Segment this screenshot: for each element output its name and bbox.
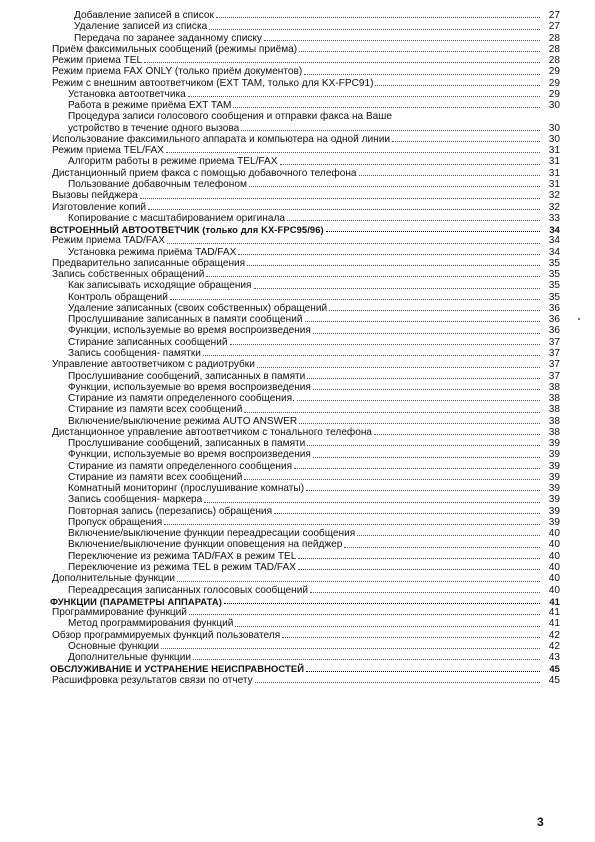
toc-entry[interactable]: [50, 404, 560, 415]
dot-leader: [144, 62, 540, 63]
toc-entry-title: Стирание из памяти всех сообщений: [68, 471, 243, 483]
toc-entry-title: Метод программирования функций: [68, 618, 234, 630]
dot-leader: [167, 243, 540, 244]
toc-entry-page: 35: [548, 291, 560, 303]
toc-entry-title: Установка режима приёма TAD/FAX: [68, 246, 237, 258]
toc-entry-title: Обзор программируемых функций пользователя: [52, 629, 281, 641]
dot-leader: [357, 535, 540, 536]
toc-entry-page: 43: [548, 652, 560, 664]
dot-leader: [164, 524, 540, 525]
toc-entry-title: Копирование с масштабированием оригинала: [68, 212, 285, 224]
toc-entry[interactable]: [50, 551, 560, 562]
toc-entry-page: 39: [548, 494, 560, 506]
toc-entry-page: 30: [548, 122, 560, 134]
toc-entry-page: 42: [548, 640, 560, 652]
toc-entry-page: 40: [548, 528, 560, 540]
toc-entry[interactable]: [50, 303, 560, 314]
toc-entry-title: Процедура записи голосового сообщения и отправки факса на Ваше: [68, 111, 393, 123]
toc-entry-page: 36: [548, 302, 560, 314]
toc-entry-title: Пользование добавочным телефоном: [68, 178, 247, 190]
toc-entry-title: Стирание из памяти определенного сообщения: [68, 460, 293, 472]
toc-entry[interactable]: [50, 325, 560, 336]
toc-entry-page: 38: [548, 404, 560, 416]
toc-entry[interactable]: [50, 33, 560, 44]
dot-leader: [294, 468, 540, 469]
dot-leader: [235, 626, 540, 627]
toc-entry-page: 38: [548, 426, 560, 438]
toc-entry-title: Вызовы пейджера: [52, 190, 138, 202]
toc-entry[interactable]: [50, 145, 560, 156]
toc-entry[interactable]: [50, 562, 560, 573]
toc-entry[interactable]: [50, 416, 560, 427]
toc-entry-page: 39: [548, 471, 560, 483]
toc-entry[interactable]: [50, 652, 560, 663]
toc-entry-page: 27: [548, 21, 560, 33]
toc-entry-page: 45: [549, 663, 560, 675]
toc-entry-title: Изготовление копий: [52, 201, 147, 213]
dot-leader: [282, 637, 540, 638]
toc-entry[interactable]: [50, 269, 560, 280]
toc-entry-page: 32: [548, 201, 560, 213]
dot-leader: [140, 198, 540, 199]
dot-leader: [359, 175, 540, 176]
toc-entry[interactable]: [50, 337, 560, 348]
toc-entry[interactable]: [50, 89, 560, 100]
toc-entry-title: Прослушивание сообщений, записанных в памяти: [68, 438, 306, 450]
dot-leader: [148, 209, 540, 210]
toc-entry-page: 34: [548, 246, 560, 258]
dot-leader: [313, 457, 540, 458]
toc-entry-page: 38: [548, 381, 560, 393]
toc-entry[interactable]: [50, 44, 560, 55]
toc-entry[interactable]: [50, 539, 560, 550]
toc-entry-page: 29: [548, 66, 560, 78]
dot-leader: [206, 276, 540, 277]
toc-entry-title: Стирание из памяти определенного сообщения.: [68, 393, 295, 405]
toc-entry[interactable]: [50, 663, 560, 674]
dot-leader: [170, 299, 540, 300]
toc-entry-title: Предварительно записанные обращения: [52, 257, 246, 269]
dot-leader: [209, 29, 540, 30]
toc-entry[interactable]: [50, 517, 560, 528]
toc-entry[interactable]: [50, 438, 560, 449]
toc-entry-page: 32: [548, 190, 560, 202]
toc-entry-title: Дистанционный прием факса с помощью добавочного телефона: [52, 167, 357, 179]
dot-leader: [344, 547, 540, 548]
dot-leader: [310, 592, 540, 593]
toc-entry-page: 39: [548, 516, 560, 528]
toc-entry-title: Использование факсимильного аппарата и компьютера на одной линии: [52, 133, 390, 145]
dot-leader: [306, 490, 540, 491]
toc-entry-title: Функции, используемые во время воспроизведения: [68, 325, 311, 337]
toc-entry[interactable]: [50, 78, 560, 89]
dot-leader: [392, 141, 540, 142]
toc-entry-page: 41: [548, 607, 560, 619]
toc-entry[interactable]: [50, 528, 560, 539]
toc-entry-page: 30: [548, 133, 560, 145]
toc-entry-page: 37: [548, 336, 560, 348]
toc-entry[interactable]: [50, 190, 560, 201]
toc-entry[interactable]: [50, 585, 560, 596]
toc-entry-title: Запись собственных обращений: [52, 269, 205, 281]
toc-entry[interactable]: [50, 348, 560, 359]
toc-entry-page: 40: [548, 539, 560, 551]
toc-entry-title: Переключение из режима TAD/FAX в режим TEL: [68, 550, 297, 562]
toc-entry-page: 31: [548, 167, 560, 179]
toc-entry-page: 28: [548, 55, 560, 67]
toc-entry-page: 39: [548, 460, 560, 472]
dot-leader: [298, 558, 540, 559]
toc-entry-title: Как записывать исходящие обращения: [68, 280, 252, 292]
dot-leader: [230, 344, 541, 345]
dot-leader: [313, 389, 540, 390]
toc-entry-page: 31: [548, 156, 560, 168]
toc-entry[interactable]: [50, 292, 560, 303]
dot-leader: [249, 186, 540, 187]
table-of-contents: [50, 10, 560, 686]
dot-leader: [375, 85, 540, 86]
page-number: 3: [537, 815, 544, 829]
toc-entry-page: 40: [548, 584, 560, 596]
toc-entry-page: 37: [548, 347, 560, 359]
toc-entry-page: 35: [548, 280, 560, 292]
toc-entry[interactable]: [50, 224, 560, 235]
toc-entry-page: 34: [549, 224, 560, 236]
dot-leader: [161, 648, 540, 649]
toc-entry-title: Удаление записей из списка: [74, 21, 208, 33]
toc-entry-page: 38: [548, 393, 560, 405]
toc-entry-title: Прослушивание записанных в памяти сообщений: [68, 314, 303, 326]
toc-entry-title: Алгоритм работы в режиме приема TEL/FAX: [68, 156, 278, 168]
toc-entry-page: 33: [548, 212, 560, 224]
toc-entry-title: Функции, используемые во время воспроизведения: [68, 381, 311, 393]
toc-entry-title: Передача по заранее заданному списку: [74, 32, 262, 44]
toc-entry[interactable]: [50, 472, 560, 483]
toc-entry-page: 37: [548, 359, 560, 371]
toc-entry-title: Режим приема TAD/FAX: [52, 235, 165, 247]
dot-leader: [326, 231, 540, 232]
dot-leader: [299, 423, 540, 424]
toc-entry-title: Включение/выключение функции оповещения на пейджер: [68, 539, 343, 551]
dot-leader: [233, 107, 540, 108]
dot-leader: [224, 603, 540, 604]
toc-entry[interactable]: [50, 483, 560, 494]
toc-entry-title: Режим приема FAX ONLY (только приём документов): [52, 66, 303, 78]
toc-entry[interactable]: [50, 179, 560, 190]
toc-entry[interactable]: [50, 359, 560, 370]
toc-entry-title: Стирание из памяти всех сообщений: [68, 404, 243, 416]
toc-entry-title: Дистанционное управление автоответчиком с тонального телефона: [52, 426, 373, 438]
toc-entry-title: Работа в режиме приёма EXT TAM: [68, 100, 232, 112]
toc-entry-page: 39: [548, 449, 560, 461]
toc-entry[interactable]: [50, 100, 560, 111]
toc-entry-page: 40: [548, 550, 560, 562]
toc-entry-page: 40: [548, 562, 560, 574]
dot-leader: [203, 355, 540, 356]
dot-leader: [189, 614, 540, 615]
toc-entry-page: 42: [548, 629, 560, 641]
toc-entry-title: Стирание записанных сообщений: [68, 336, 228, 348]
dot-leader: [216, 17, 540, 18]
toc-entry-title: Пропуск обращения: [68, 516, 163, 528]
toc-entry[interactable]: [50, 461, 560, 472]
dot-leader: [304, 74, 540, 75]
toc-entry[interactable]: [50, 280, 560, 291]
toc-entry-title-continued: устройство в течение одного вызова: [68, 122, 240, 134]
toc-entry[interactable]: [50, 382, 560, 393]
dot-leader: [166, 152, 540, 153]
toc-entry-page: 29: [548, 88, 560, 100]
dot-leader: [241, 130, 540, 131]
toc-entry-title: ОБСЛУЖИВАНИЕ И УСТРАНЕНИЕ НЕИСПРАВНОСТЕЙ: [50, 663, 305, 675]
toc-entry-title: Дополнительные функции: [68, 652, 191, 664]
toc-entry[interactable]: [50, 607, 560, 618]
toc-entry-title: Программирование функций: [52, 607, 187, 619]
dot-leader: [244, 479, 540, 480]
toc-entry[interactable]: [50, 630, 560, 641]
toc-entry-title: Повторная запись (перезапись) обращения: [68, 505, 273, 517]
dot-leader: [307, 378, 540, 379]
toc-entry-page: 27: [548, 10, 560, 21]
dot-leader: [204, 502, 540, 503]
toc-entry[interactable]: [50, 573, 560, 584]
dot-leader: [244, 412, 540, 413]
toc-entry-page: 29: [548, 77, 560, 89]
toc-entry-page: 31: [548, 145, 560, 157]
toc-entry-page: 41: [549, 595, 560, 607]
toc-entry-page: 37: [548, 370, 560, 382]
dot-leader: [329, 310, 540, 311]
toc-entry-title: Режим приема TEL/FAX: [52, 145, 165, 157]
toc-entry[interactable]: [50, 156, 560, 167]
toc-entry-title: Комнатный мониторинг (прослушивание комнаты): [68, 483, 305, 495]
toc-entry[interactable]: [50, 202, 560, 213]
toc-entry-title: Управление автоответчиком с радиотрубки: [52, 359, 255, 371]
toc-entry[interactable]: [50, 213, 560, 224]
toc-entry[interactable]: [50, 55, 560, 66]
toc-entry[interactable]: [50, 675, 560, 686]
toc-entry[interactable]: [50, 66, 560, 77]
toc-entry-page: 38: [548, 415, 560, 427]
dot-leader: [193, 659, 540, 660]
toc-entry[interactable]: [50, 393, 560, 404]
toc-entry-page: 39: [548, 505, 560, 517]
toc-entry-page: 31: [548, 178, 560, 190]
dot-leader: [299, 51, 540, 52]
toc-entry[interactable]: [50, 168, 560, 179]
toc-entry[interactable]: [50, 641, 560, 652]
dot-leader: [306, 671, 540, 672]
toc-entry-title: Установка автоответчика: [68, 88, 186, 100]
toc-entry-page: 36: [548, 325, 560, 337]
dot-leader: [305, 321, 541, 322]
dot-leader: [307, 445, 540, 446]
toc-entry-title: Режим приема TEL: [52, 55, 143, 67]
toc-entry-page: 36: [548, 314, 560, 326]
dot-leader: [374, 434, 540, 435]
dot-leader: [297, 400, 540, 401]
toc-entry-page: 45: [548, 674, 560, 686]
toc-entry-title: Дополнительные функции: [52, 573, 175, 585]
toc-entry[interactable]: [50, 134, 560, 145]
toc-entry[interactable]: [50, 21, 560, 32]
toc-entry-title: Переадресация записанных голосовых сообщений: [68, 584, 308, 596]
toc-entry[interactable]: [50, 258, 560, 269]
toc-entry-title: Добавление записей в список: [74, 10, 214, 21]
toc-entry-title: Запись сообщения- памятки: [68, 347, 201, 359]
dot-leader: [274, 513, 540, 514]
toc-entry-title: Расшифровка результатов связи по отчету: [52, 674, 253, 686]
toc-entry[interactable]: [50, 247, 560, 258]
toc-entry-page: 34: [548, 235, 560, 247]
toc-entry[interactable]: [50, 10, 560, 21]
dot-leader: [254, 288, 540, 289]
toc-entry[interactable]: [50, 506, 560, 517]
dot-leader: [280, 164, 540, 165]
toc-entry-title: Включение/выключение функции переадресации сообщения: [68, 528, 356, 540]
dot-leader: [247, 265, 540, 266]
dot-leader: [313, 333, 540, 334]
toc-entry-title: Контроль обращений: [68, 291, 168, 303]
toc-entry[interactable]: [50, 427, 560, 438]
toc-entry-page: 39: [548, 438, 560, 450]
dot-leader: [257, 367, 540, 368]
toc-entry[interactable]: [50, 314, 560, 325]
toc-entry-title: ВСТРОЕННЫЙ АВТООТВЕТЧИК (только для KX-FPC95/96): [50, 224, 324, 236]
toc-entry[interactable]: [50, 449, 560, 460]
toc-entry[interactable]: [50, 618, 560, 629]
toc-entry[interactable]: [50, 111, 560, 134]
toc-entry[interactable]: [50, 371, 560, 382]
toc-entry-page: 30: [548, 100, 560, 112]
toc-entry-title: ФУНКЦИИ (ПАРАМЕТРЫ АППАРАТА): [50, 595, 223, 607]
toc-entry[interactable]: [50, 596, 560, 607]
dot-leader: [264, 40, 540, 41]
toc-entry-title: Удаление записанных (своих собственных) обращений: [68, 302, 328, 314]
toc-entry-title: Режим с внешним автоответчиком (EXT TAM, только для KX-FPC91): [52, 77, 374, 89]
toc-entry-page: 35: [548, 257, 560, 269]
toc-entry-page: 35: [548, 269, 560, 281]
toc-entry[interactable]: [50, 494, 560, 505]
toc-entry-page: 41: [548, 618, 560, 630]
toc-entry-title: Приём факсимильных сообщений (режимы приёма): [52, 43, 298, 55]
toc-entry-page: 40: [548, 573, 560, 585]
dot-leader: [177, 581, 540, 582]
dot-leader: [238, 254, 540, 255]
toc-entry-page: 28: [548, 43, 560, 55]
dot-leader: [287, 220, 540, 221]
dot-leader: [298, 569, 540, 570]
dot-leader: [188, 96, 540, 97]
dot-leader: [255, 682, 540, 683]
scan-dot: [578, 318, 580, 320]
toc-entry-title: Прослушивание сообщений, записанных в памяти: [68, 370, 306, 382]
toc-entry-title: Запись сообщения- маркера: [68, 494, 203, 506]
toc-entry-title: Функции, используемые во время воспроизведения: [68, 449, 311, 461]
toc-entry-page: 28: [548, 32, 560, 44]
toc-entry-title: Включение/выключение режима AUTO ANSWER: [68, 415, 298, 427]
toc-entry[interactable]: [50, 235, 560, 246]
toc-entry-title: Основные функции: [68, 640, 159, 652]
toc-entry-page: 39: [548, 483, 560, 495]
toc-entry-title: Переключение из режима TEL в режим TAD/FAX: [68, 562, 296, 574]
